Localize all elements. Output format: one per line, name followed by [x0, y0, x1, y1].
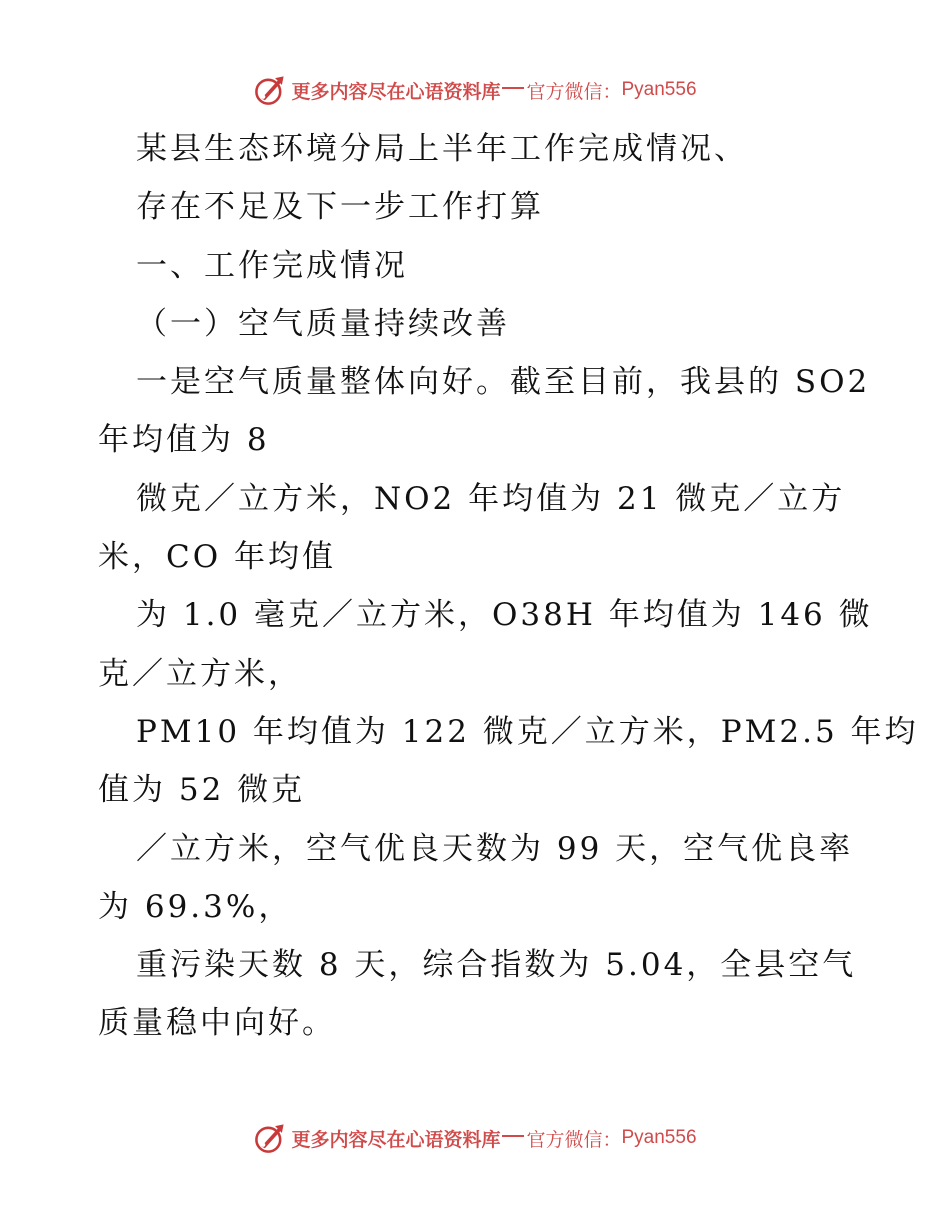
paragraph-line: 克／立方米，	[98, 655, 302, 692]
watermark-wechat-id: Pyan556	[621, 79, 697, 100]
watermark-dash	[502, 1135, 524, 1137]
footer-watermark-inner	[253, 1121, 696, 1155]
watermark-text: 更多内容尽在心语资料库	[291, 80, 501, 103]
paragraph-line: 重污染天数 8 天，综合指数为 5.04，全县空气	[136, 947, 857, 984]
quill-pen-logo-icon	[253, 1121, 287, 1155]
doc-title-line-2: 存在不足及下一步工作打算	[136, 189, 544, 226]
watermark-wechat-label: 官方微信：	[526, 80, 622, 103]
paragraph-line: 为 1.0 毫克／立方米，O38H 年均值为 146 微	[136, 597, 873, 634]
paragraph-line: 米，CO 年均值	[98, 539, 336, 576]
watermark-wechat-label: 官方微信：	[526, 1128, 622, 1151]
paragraph-line: 值为 52 微克	[98, 772, 306, 809]
paragraph-line: 质量稳中向好。	[98, 1005, 336, 1042]
watermark-wechat-id: Pyan556	[621, 1127, 697, 1148]
section-heading: 一、工作完成情况	[136, 247, 408, 284]
footer-watermark-banner	[0, 1118, 950, 1158]
subsection-heading: （一）空气质量持续改善	[136, 305, 510, 342]
paragraph-line: PM10 年均值为 122 微克／立方米，PM2.5 年均	[136, 713, 919, 750]
document-body	[98, 120, 919, 1053]
quill-pen-logo-icon	[253, 73, 287, 107]
doc-title-line-1: 某县生态环境分局上半年工作完成情况、	[136, 131, 748, 167]
watermark-text: 更多内容尽在心语资料库	[291, 1128, 501, 1151]
paragraph-line: 为 69.3%，	[98, 888, 293, 925]
paragraph-line: 微克／立方米，NO2 年均值为 21 微克／立方	[136, 480, 846, 517]
paragraph-line: 年均值为 8	[98, 422, 270, 459]
paragraph-line: 一是空气质量整体向好。截至目前，我县的 SO2	[136, 364, 871, 401]
paragraph-line: ／立方米，空气优良天数为 99 天，空气优良率	[136, 830, 854, 867]
header-watermark-banner	[0, 70, 950, 110]
header-watermark-inner	[253, 73, 696, 107]
watermark-dash	[502, 87, 524, 89]
